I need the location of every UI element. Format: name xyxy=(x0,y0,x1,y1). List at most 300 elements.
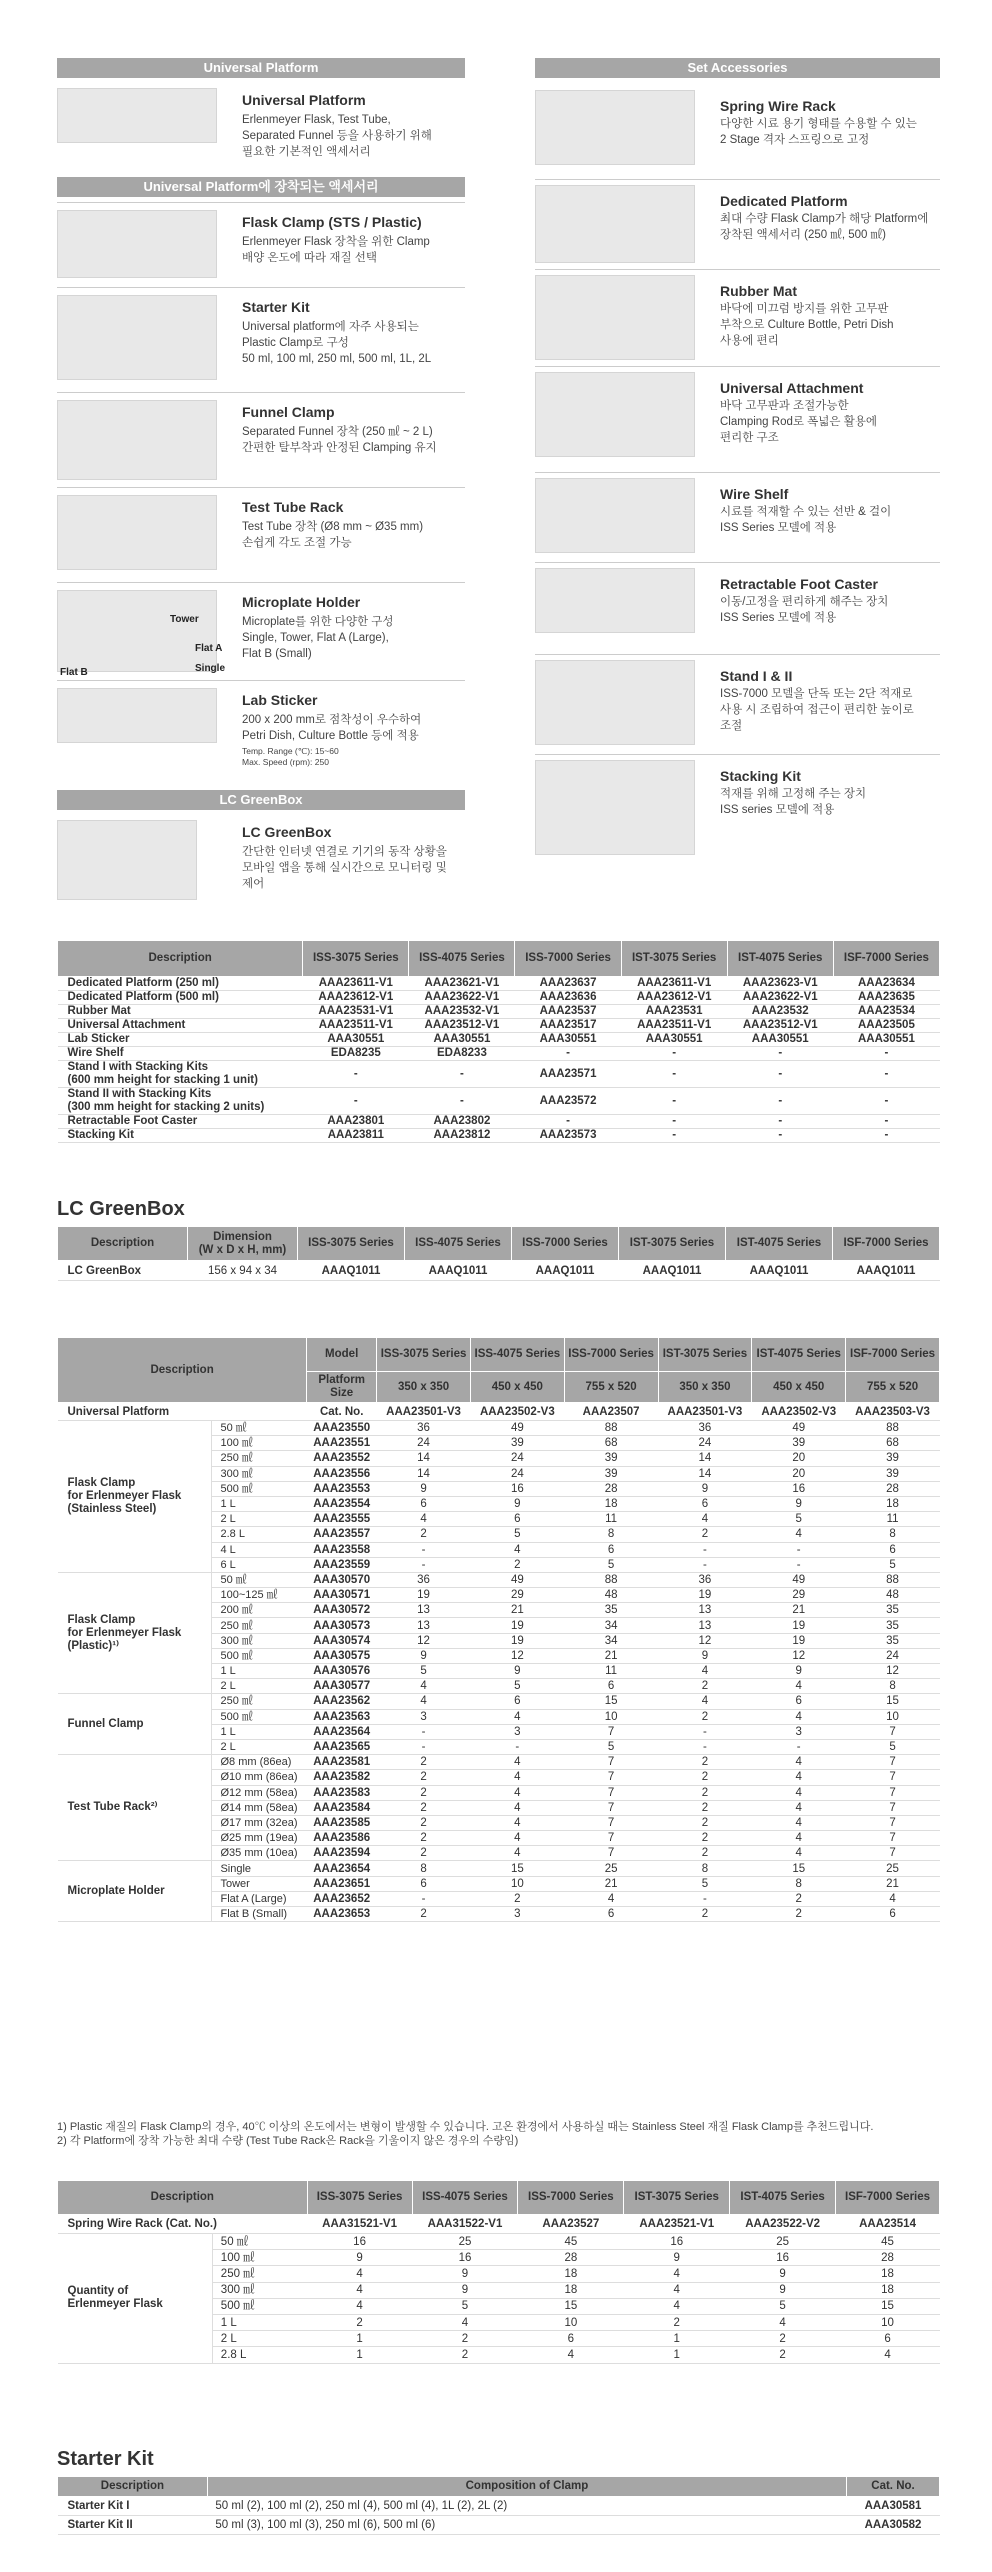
table-cell: - xyxy=(752,1739,846,1754)
table-cell: 1 xyxy=(307,2347,412,2363)
table-cell: 2 xyxy=(658,1831,752,1846)
table-cell: 12 xyxy=(846,1664,940,1679)
table-cell: 4 xyxy=(377,1512,471,1527)
item-desc: 필요한 기본적인 액세서리 xyxy=(242,146,371,158)
table-cell: Starter Kit II xyxy=(58,2516,208,2535)
table-cell: 15 xyxy=(518,2298,624,2314)
table-cell: AAA23512-V1 xyxy=(409,1019,515,1033)
table-cell: 21 xyxy=(564,1876,658,1891)
header-cell: IST-4075 Series xyxy=(730,2181,836,2215)
table-cell: AAA23527 xyxy=(518,2215,624,2234)
table-cell: Spring Wire Rack (Cat. No.) xyxy=(58,2215,308,2234)
table-row xyxy=(58,1115,940,1129)
item-title: Flask Clamp (STS / Plastic) xyxy=(242,214,422,230)
table-cell: 39 xyxy=(846,1451,940,1466)
table-cell: 2 L xyxy=(212,1512,307,1527)
table-cell: 4 xyxy=(470,1542,564,1557)
table-cell: AAA23564 xyxy=(307,1724,377,1739)
table-cell: AAA30582 xyxy=(847,2516,940,2535)
table-cell: 9 xyxy=(730,2266,836,2282)
table-cell: 5 xyxy=(846,1557,940,1572)
table-cell: AAA23651 xyxy=(307,1876,377,1891)
microplate-tag: Flat A xyxy=(195,643,223,654)
table-cell: 7 xyxy=(846,1724,940,1739)
table-cell: - xyxy=(727,1129,833,1143)
table-cell: AAA23531 xyxy=(621,1005,727,1019)
table-cell: 2.8 L xyxy=(212,2347,307,2363)
table-cell: 16 xyxy=(624,2234,730,2250)
table-cell: 10 xyxy=(836,2314,940,2330)
table-cell: 4 xyxy=(752,1527,846,1542)
table-cell: AAA23635 xyxy=(833,991,939,1005)
table-cell: - xyxy=(515,1047,621,1061)
item-desc: Separated Funnel 등을 사용하기 위해 xyxy=(242,130,432,142)
table-row xyxy=(58,1088,940,1115)
item-desc: 간단한 인터넷 연결로 기기의 동작 상황을 xyxy=(242,846,447,858)
table-cell: AAAQ1011 xyxy=(405,1261,512,1281)
item-desc: Clamping Rod로 폭넓은 활용에 xyxy=(720,416,878,428)
table-cell: 49 xyxy=(752,1421,846,1436)
table-cell: AAA23573 xyxy=(515,1129,621,1143)
table-cell: 1 L xyxy=(212,2314,307,2330)
table-cell: - xyxy=(727,1061,833,1088)
item-title: Wire Shelf xyxy=(720,486,789,502)
table-cell: 25 xyxy=(412,2234,518,2250)
table-cell: Ø8 mm (86ea) xyxy=(212,1755,307,1770)
table-cell: 49 xyxy=(470,1572,564,1587)
header-cell: ISS-3075 Series xyxy=(377,1338,471,1372)
table-row xyxy=(58,1421,940,1436)
table-cell: AAA23622-V1 xyxy=(727,991,833,1005)
table-cell: 9 xyxy=(307,2250,412,2266)
table-cell: 2 xyxy=(658,1679,752,1694)
table-cell: 4 xyxy=(470,1770,564,1785)
table-cell: 4 xyxy=(470,1709,564,1724)
set-accessory-item xyxy=(535,568,940,663)
table-cell: 10 xyxy=(564,1709,658,1724)
table-cell: 5 xyxy=(412,2298,518,2314)
table-cell: 39 xyxy=(564,1466,658,1481)
table-cell: 4 xyxy=(752,1770,846,1785)
item-title: Test Tube Rack xyxy=(242,499,344,515)
header-cell: ISS-4075 Series xyxy=(405,1227,512,1261)
table-cell: Universal Platform xyxy=(58,1403,307,1421)
table-row xyxy=(58,1129,940,1143)
table-cell: 4 xyxy=(752,1785,846,1800)
table-cell: AAA23558 xyxy=(307,1542,377,1557)
table-cell: 7 xyxy=(564,1831,658,1846)
table-cell: 24 xyxy=(846,1648,940,1663)
table-cell: 100 ㎖ xyxy=(212,1436,307,1451)
table-cell: 35 xyxy=(846,1618,940,1633)
product-photo xyxy=(57,495,217,570)
table-cell: Dedicated Platform (250 ml) xyxy=(58,977,303,991)
table-cell: 15 xyxy=(836,2298,940,2314)
section-bar: Set Accessories xyxy=(535,58,940,78)
footnote: 2) 각 Platform에 장착 가능한 최대 수량 (Test Tube Rack은 Rack을 기울이지 않은 경우의 수량임) xyxy=(57,2135,519,2147)
table-cell: 15 xyxy=(752,1861,846,1876)
table-cell: 2 xyxy=(307,2314,412,2330)
table-cell: 10 xyxy=(846,1709,940,1724)
product-photo xyxy=(57,820,197,900)
table-cell: 9 xyxy=(412,2266,518,2282)
table-cell: AAA23654 xyxy=(307,1861,377,1876)
table-cell: AAA23622-V1 xyxy=(409,991,515,1005)
table-cell: 24 xyxy=(470,1451,564,1466)
table-cell: 25 xyxy=(730,2234,836,2250)
table-cell: 7 xyxy=(564,1815,658,1830)
table-cell: 12 xyxy=(658,1633,752,1648)
spring-wire-rack-table xyxy=(57,2180,940,2364)
table-cell: - xyxy=(409,1061,515,1088)
table-cell: - xyxy=(515,1115,621,1129)
set-accessory-item xyxy=(535,90,940,185)
table-cell: 6 xyxy=(470,1512,564,1527)
table-cell: 12 xyxy=(377,1633,471,1648)
table-cell: AAA23557 xyxy=(307,1527,377,1542)
table-cell: 35 xyxy=(564,1603,658,1618)
table-cell: Starter Kit I xyxy=(58,2497,208,2516)
table-cell: - xyxy=(621,1047,727,1061)
table-cell: 18 xyxy=(518,2282,624,2298)
table-cell: 19 xyxy=(658,1588,752,1603)
product-photo xyxy=(57,590,217,672)
table-cell: Tower xyxy=(212,1876,307,1891)
table-cell: AAA23501-V3 xyxy=(658,1403,752,1421)
table-cell: 4 xyxy=(658,1664,752,1679)
table-cell: 500 ㎖ xyxy=(212,1648,307,1663)
table-row xyxy=(58,991,940,1005)
table-cell: 7 xyxy=(564,1755,658,1770)
table-cell: 34 xyxy=(564,1633,658,1648)
table-row xyxy=(58,1005,940,1019)
item-desc: Erlenmeyer Flask, Test Tube, xyxy=(242,114,391,126)
table-cell: AAA23550 xyxy=(307,1421,377,1436)
table-cell: 2 xyxy=(470,1557,564,1572)
header-cell: Cat. No. xyxy=(847,2477,940,2497)
table-cell: - xyxy=(377,1724,471,1739)
header-cell: ISF-7000 Series xyxy=(846,1338,940,1372)
section-bar: Universal Platform에 장착되는 액세서리 xyxy=(57,177,465,197)
accessory-item xyxy=(57,88,465,178)
table-cell: 7 xyxy=(846,1785,940,1800)
header-cell: ISS-3075 Series xyxy=(298,1227,405,1261)
table-cell: AAA23532-V1 xyxy=(409,1005,515,1019)
table-cell: 4 xyxy=(307,2266,412,2282)
table-cell: 8 xyxy=(752,1876,846,1891)
item-desc: Test Tube 장착 (Ø8 mm ~ Ø35 mm) xyxy=(242,521,424,533)
table-cell: Flat B (Small) xyxy=(212,1907,307,1922)
table-cell: 6 xyxy=(752,1694,846,1709)
table-cell: 2 xyxy=(658,1907,752,1922)
header-cell: ISS-7000 Series xyxy=(518,2181,624,2215)
table-cell: AAA30574 xyxy=(307,1633,377,1648)
table-cell: 3 xyxy=(470,1724,564,1739)
table-cell: AAA23532 xyxy=(727,1005,833,1019)
item-desc: 사용에 편리 xyxy=(720,335,779,347)
table-cell: AAA23511-V1 xyxy=(303,1019,409,1033)
header-cell: Platform Size xyxy=(307,1372,377,1403)
table-cell: AAA23534 xyxy=(833,1005,939,1019)
table-cell: 21 xyxy=(752,1603,846,1618)
table-cell: 6 xyxy=(846,1907,940,1922)
table-cell: AAA31521-V1 xyxy=(307,2215,412,2234)
table-cell: AAA23611-V1 xyxy=(303,977,409,991)
table-cell: 18 xyxy=(518,2266,624,2282)
table-cell: 2 xyxy=(624,2314,730,2330)
table-cell: 45 xyxy=(518,2234,624,2250)
table-cell: 5 xyxy=(377,1664,471,1679)
table-cell: 3 xyxy=(470,1907,564,1922)
product-photo xyxy=(535,275,695,360)
table-cell: AAA23583 xyxy=(307,1785,377,1800)
table-cell: 29 xyxy=(752,1588,846,1603)
table-cell: Dedicated Platform (500 ml) xyxy=(58,991,303,1005)
table-cell: - xyxy=(658,1739,752,1754)
table-cell: 11 xyxy=(846,1512,940,1527)
table-row xyxy=(58,2516,940,2535)
table-cell: 2 xyxy=(730,2347,836,2363)
table-cell: 1 xyxy=(307,2331,412,2347)
table-cell: Cat. No. xyxy=(307,1403,377,1421)
table-cell: 36 xyxy=(377,1572,471,1587)
table-cell: 49 xyxy=(752,1572,846,1587)
table-cell: AAA23802 xyxy=(409,1115,515,1129)
table-cell: 4 xyxy=(846,1891,940,1906)
item-desc: 모바일 앱을 통해 실시간으로 모니터링 및 xyxy=(242,862,447,874)
divider xyxy=(57,202,465,203)
item-desc: 제어 xyxy=(242,878,265,890)
table-cell: AAA23571 xyxy=(515,1061,621,1088)
table-cell: 50 ㎖ xyxy=(212,2234,307,2250)
table-cell: 4 xyxy=(752,1846,846,1861)
table-cell: Stacking Kit xyxy=(58,1129,303,1143)
table-cell: 16 xyxy=(412,2250,518,2266)
table-cell: 4 xyxy=(470,1785,564,1800)
table-cell: 9 xyxy=(658,1481,752,1496)
table-cell: 4 xyxy=(624,2282,730,2298)
product-photo xyxy=(57,400,217,480)
header-row xyxy=(58,1338,940,1372)
header-cell: Description xyxy=(58,2477,208,2497)
table-cell: 5 xyxy=(730,2298,836,2314)
table-cell: 6 xyxy=(846,1542,940,1557)
table-cell: 34 xyxy=(564,1618,658,1633)
table-cell: 9 xyxy=(752,1664,846,1679)
header-cell: Dimension (W x D x H, mm) xyxy=(188,1227,298,1261)
table-cell: AAA23623-V1 xyxy=(727,977,833,991)
platform-capacity-table xyxy=(57,1337,940,1922)
header-cell: ISS-4075 Series xyxy=(409,941,515,977)
table-cell: AAA30572 xyxy=(307,1603,377,1618)
header-cell: IST-4075 Series xyxy=(727,941,833,977)
table-row xyxy=(58,1261,940,1281)
table-cell: AAA23505 xyxy=(833,1019,939,1033)
group-label: Flask Clamp for Erlenmeyer Flask (Stainless Steel) xyxy=(58,1421,212,1573)
header-cell: Description xyxy=(58,2181,308,2215)
table-cell: 39 xyxy=(846,1466,940,1481)
table-cell: 4 xyxy=(470,1800,564,1815)
table-cell: Ø14 mm (58ea) xyxy=(212,1800,307,1815)
accessory-item xyxy=(57,495,465,585)
table-cell: 28 xyxy=(846,1481,940,1496)
item-desc: Separated Funnel 장착 (250 ㎖ ~ 2 L) xyxy=(242,426,433,438)
table-cell: 8 xyxy=(564,1527,658,1542)
table-cell: 13 xyxy=(377,1603,471,1618)
table-cell: AAA30551 xyxy=(727,1033,833,1047)
table-cell: AAA23531-V1 xyxy=(303,1005,409,1019)
divider xyxy=(57,680,465,681)
divider xyxy=(535,366,940,367)
item-desc: 부착으로 Culture Bottle, Petri Dish xyxy=(720,319,894,331)
table-cell: 39 xyxy=(564,1451,658,1466)
table-cell: 5 xyxy=(564,1739,658,1754)
table-cell: 28 xyxy=(564,1481,658,1496)
table-cell: - xyxy=(752,1557,846,1572)
table-cell: AAA23582 xyxy=(307,1770,377,1785)
table-cell: AAA23556 xyxy=(307,1466,377,1481)
table-cell: 68 xyxy=(846,1436,940,1451)
table-cell: - xyxy=(377,1739,471,1754)
table-cell: 11 xyxy=(564,1512,658,1527)
table-row xyxy=(58,1572,940,1587)
table-cell: AAA23636 xyxy=(515,991,621,1005)
table-cell: 6 xyxy=(518,2331,624,2347)
item-desc: 손쉽게 각도 조절 가능 xyxy=(242,537,352,549)
table-cell: AAA23612-V1 xyxy=(621,991,727,1005)
table-cell: 2 xyxy=(658,1785,752,1800)
table-cell: 2 xyxy=(377,1785,471,1800)
divider xyxy=(57,287,465,288)
item-note: Temp. Range (℃): 15~60 xyxy=(242,746,339,756)
table-cell: 36 xyxy=(658,1421,752,1436)
table-cell: 5 xyxy=(658,1876,752,1891)
product-photo xyxy=(57,210,217,278)
header-cell: IST-3075 Series xyxy=(624,2181,730,2215)
table-cell: AAA23653 xyxy=(307,1907,377,1922)
lc-greenbox-table xyxy=(57,1226,940,1281)
item-desc: Flat B (Small) xyxy=(242,648,312,660)
table-cell: 15 xyxy=(470,1861,564,1876)
table-cell: 9 xyxy=(752,1496,846,1511)
item-desc: ISS Series 모델에 적용 xyxy=(720,522,837,534)
table-cell: 5 xyxy=(564,1557,658,1572)
table-cell: AAAQ1011 xyxy=(619,1261,726,1281)
table-cell: 20 xyxy=(752,1466,846,1481)
table-cell: - xyxy=(658,1557,752,1572)
table-cell: 2 xyxy=(658,1800,752,1815)
table-cell: Stand I with Stacking Kits (600 mm height for stacking 1 unit) xyxy=(58,1061,303,1088)
item-title: Retractable Foot Caster xyxy=(720,576,878,592)
table-cell: - xyxy=(658,1724,752,1739)
divider xyxy=(57,582,465,583)
table-cell: 19 xyxy=(470,1618,564,1633)
table-cell: 7 xyxy=(846,1831,940,1846)
table-cell: 8 xyxy=(377,1861,471,1876)
header-cell: ISF-7000 Series xyxy=(833,1227,940,1261)
table-cell: 4 xyxy=(564,1891,658,1906)
table-row xyxy=(58,1047,940,1061)
group-label: Microplate Holder xyxy=(58,1861,212,1922)
table-cell: 2 xyxy=(658,1770,752,1785)
table-cell: 2 xyxy=(752,1907,846,1922)
divider xyxy=(535,269,940,270)
header-cell: ISS-7000 Series xyxy=(515,941,621,977)
table-cell: AAAQ1011 xyxy=(726,1261,833,1281)
table-cell: - xyxy=(621,1115,727,1129)
item-desc: Plastic Clamp로 구성 xyxy=(242,337,349,349)
table-cell: AAA30570 xyxy=(307,1572,377,1587)
table-cell: - xyxy=(833,1088,939,1115)
table-cell: AAA23503-V3 xyxy=(846,1403,940,1421)
item-desc: 다양한 시료 용기 형태를 수용할 수 있는 xyxy=(720,118,917,130)
table-cell: 39 xyxy=(752,1436,846,1451)
table-cell: 7 xyxy=(846,1770,940,1785)
divider xyxy=(535,179,940,180)
table-cell: AAA23507 xyxy=(564,1403,658,1421)
table-cell: 2 xyxy=(377,1831,471,1846)
table-row xyxy=(58,2234,940,2250)
table-cell: 2 xyxy=(658,1527,752,1542)
microplate-tag: Single xyxy=(195,663,226,674)
table-cell: 2 xyxy=(752,1891,846,1906)
table-cell: 35 xyxy=(846,1633,940,1648)
table-cell: 4 xyxy=(752,1679,846,1694)
accessory-item xyxy=(57,688,465,778)
table-cell: 9 xyxy=(470,1664,564,1679)
table-row xyxy=(58,2497,940,2516)
table-cell: 500 ㎖ xyxy=(212,2298,307,2314)
table-cell: 24 xyxy=(470,1466,564,1481)
table-row xyxy=(58,1403,940,1421)
header-cell: Description xyxy=(58,941,303,977)
table-cell: AAA23511-V1 xyxy=(621,1019,727,1033)
item-desc: 이동/고정을 편리하게 해주는 장치 xyxy=(720,596,889,608)
header-cell: ISF-7000 Series xyxy=(833,941,939,977)
table-cell: 2 xyxy=(377,1907,471,1922)
table-cell: 4 xyxy=(470,1846,564,1861)
table-cell: 6 xyxy=(564,1907,658,1922)
table-cell: AAA31522-V1 xyxy=(412,2215,518,2234)
item-desc: 200 x 200 mm로 점착성이 우수하여 xyxy=(242,714,422,726)
table-cell: 4 xyxy=(624,2266,730,2282)
table-row xyxy=(58,1861,940,1876)
table-cell: Stand II with Stacking Kits (300 mm height for stacking 2 units) xyxy=(58,1088,303,1115)
table-cell: 50 ㎖ xyxy=(212,1421,307,1436)
table-cell: 24 xyxy=(377,1436,471,1451)
group-label: Test Tube Rack²⁾ xyxy=(58,1755,212,1861)
table-cell: 16 xyxy=(307,2234,412,2250)
item-desc: 적재를 위해 고정해 주는 장치 xyxy=(720,788,867,800)
table-cell: 21 xyxy=(470,1603,564,1618)
table-cell: Lab Sticker xyxy=(58,1033,303,1047)
table-cell: - xyxy=(621,1129,727,1143)
product-photo xyxy=(535,660,695,745)
table-cell: AAA30577 xyxy=(307,1679,377,1694)
item-desc: Single, Tower, Flat A (Large), xyxy=(242,632,389,644)
table-cell: AAA23584 xyxy=(307,1800,377,1815)
table-cell: 7 xyxy=(564,1846,658,1861)
table-cell: 2 xyxy=(470,1891,564,1906)
table-cell: 2 xyxy=(412,2347,518,2363)
table-cell: 49 xyxy=(470,1421,564,1436)
table-cell: 15 xyxy=(564,1694,658,1709)
accessory-table xyxy=(57,940,940,1143)
item-title: Microplate Holder xyxy=(242,594,361,610)
header-row xyxy=(58,941,940,977)
section-bar: LC GreenBox xyxy=(57,790,465,810)
divider xyxy=(57,392,465,393)
